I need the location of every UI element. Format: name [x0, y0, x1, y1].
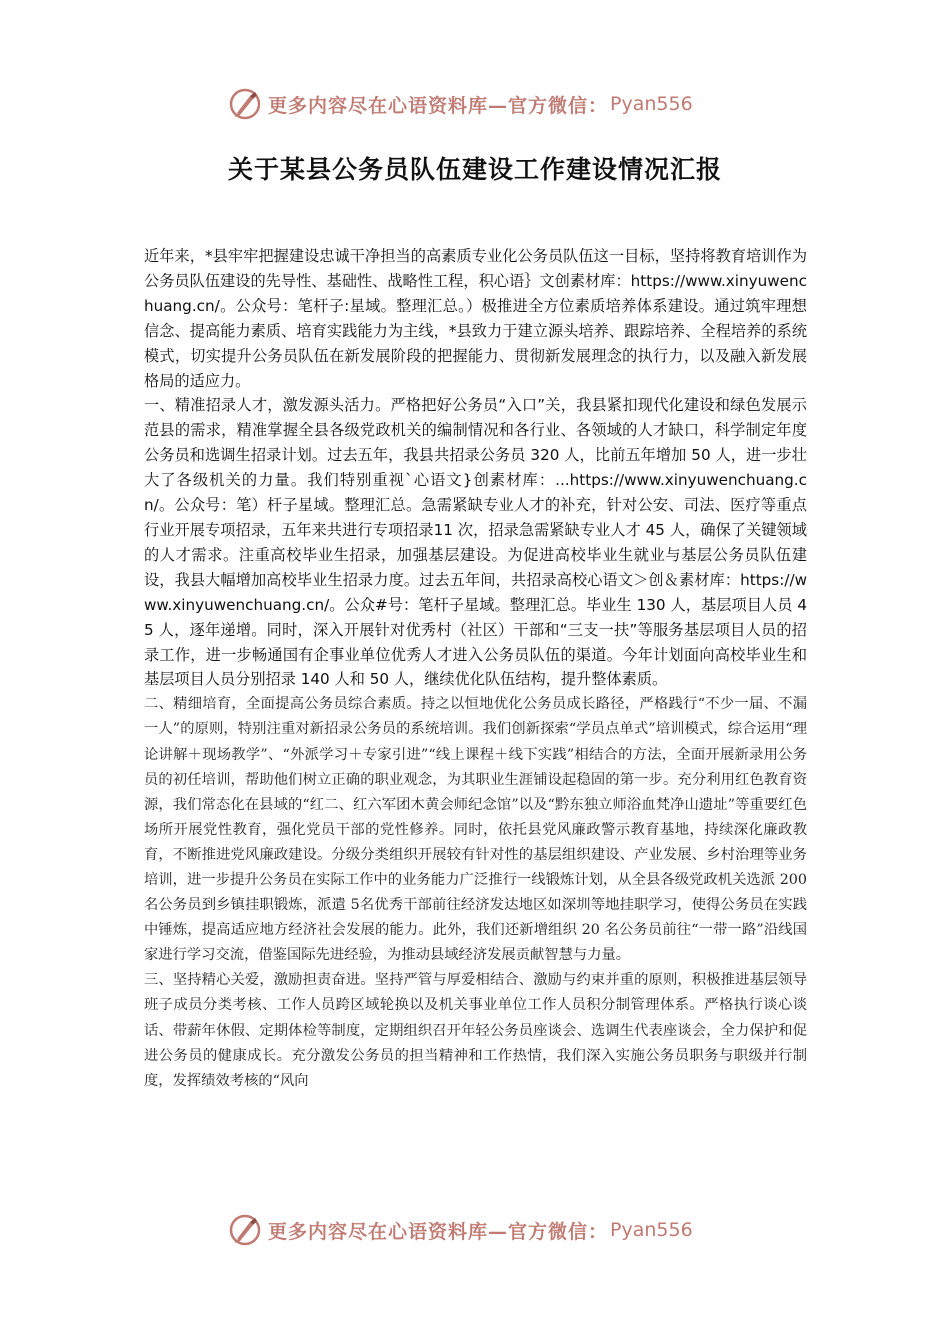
banner-wechat-id: Pyan556	[610, 1219, 693, 1241]
document-title: 关于某县公务员队伍建设工作建设情况汇报	[227, 155, 722, 184]
document-body	[144, 244, 807, 1094]
banner-wechat-id: Pyan556	[610, 93, 693, 115]
quill-pen-icon	[228, 87, 262, 121]
bottom-watermark-banner	[228, 1212, 693, 1248]
banner-text: 更多内容尽在心语资料库—官方微信：	[268, 94, 609, 117]
paragraph-intro: 近年来，*县牢牢把握建设忠诚干净担当的高素质专业化公务员队伍这一目标，坚持将教育培训作为公务员队伍建设的先导性、基础性、战略性工程，积心语｝文创素材库：https://www.xinyuwenchuang.cn/。公众号：笔杆子:星域。整理汇总。）极推进全方位素质培养体系建设。通过筑牢理想信念、提高能力素质、培育实践能力为主线，*县致力于建立源头培养、跟踪培养、全程培养的系统模式，切实提升公务员队伍在新发展阶段的把握能力、贯彻新发展理念的执行力，以及融入新发展格局的适应力。	[144, 247, 807, 390]
paragraph-section-3: 三、坚持精心关爱，激励担责奋进。坚持严管与厚爱相结合、激励与约束并重的原则，积极推进基层领导班子成员分类考核、工作人员跨区域轮换以及机关事业单位工作人员积分制管理体系。严格执行谈心谈话、带薪年休假、定期体检等制度，定期组织召开年轻公务员座谈会、选调生代表座谈会，全力保护和促进公务员的健康成长。充分激发公务员的担当精神和工作热情，我们深入实施公务员职务与职级并行制度，发挥绩效考核的“风向	[144, 972, 807, 1089]
quill-pen-icon	[228, 1213, 262, 1247]
banner-text: 更多内容尽在心语资料库—官方微信：	[268, 1220, 609, 1243]
paragraph-section-1: 一、精准招录人才，激发源头活力。严格把好公务员“入口”关，我县紧扣现代化建设和绿色发展示范县的需求，精准掌握全县各级党政机关的编制情况和各行业、各领域的人才缺口，科学制定年度公务员和选调生招录计划。过去五年，我县共招录公务员 320 人，比前五年增加 50 人，进一步壮大了各级机关的力量。我们特别重视`心语文}创素材库：...https://www.xinyuwenchuang.cn/。公众号：笔）杆子星域。整理汇总。急需紧缺专业人才的补充，针对公安、司法、医疗等重点行业开展专项招录，五年来共进行专项招录11 次，招录急需紧缺专业人才 45 人，确保了关键领域的人才需求。注重高校毕业生招录，加强基层建设。为促进高校毕业生就业与基层公务员队伍建设，我县大幅增加高校毕业生招录力度。过去五年间，共招录高校心语文＞创＆素材库：https://www.xinyuwenchuang.cn/。公众#号：笔杆子星域。整理汇总。毕业生 130 人，基层项目人员 45 人，逐年递增。同时，深入开展针对优秀村（社区）干部和“三支一扶”等服务基层项目人员的招录工作，进一步畅通国有企事业单位优秀人才进入公务员队伍的渠道。今年计划面向高校毕业生和基层项目人员分别招录 140 人和 50 人，继续优化队伍结构，提升整体素质。	[144, 396, 807, 689]
paragraph-section-2: 二、精细培育，全面提高公务员综合素质。持之以恒地优化公务员成长路径，严格践行“不少一届、不漏一人”的原则，特别注重对新招录公务员的系统培训。我们创新探索“学员点单式”培训模式，综合运用“理论讲解＋现场教学”、“外派学习＋专家引进”“线上课程＋线下实践”相结合的方法，全面开展新录用公务员的初任培训，帮助他们树立正确的职业观念，为其职业生涯铺设起稳固的第一步。充分利用红色教育资源，我们常态化在县域的“红二、红六军团木黄会师纪念馆”以及“黔东独立师浴血梵净山遗址”等重要红色场所开展党性教育，强化党员干部的党性修养。同时，依托县党风廉政警示教育基地，持续深化廉政教育，不断推进党风廉政建设。分级分类组织开展较有针对性的基层组织建设、产业发展、乡村治理等业务培训，进一步提升公务员在实际工作中的业务能力广泛推行一线锻炼计划，从全县各级党政机关选派 200 名公务员到乡镇挂职锻炼，派遣 5名优秀干部前往经济发达地区如深圳等地挂职学习，使得公务员在实践中锤炼，提高适应地方经济社会发展的能力。此外，我们还新增组织 20 名公务员前往“一带一路”沿线国家进行学习交流，借鉴国际先进经验，为推动县域经济发展贡献智慧与力量。	[144, 696, 807, 964]
top-watermark-banner	[228, 86, 693, 122]
